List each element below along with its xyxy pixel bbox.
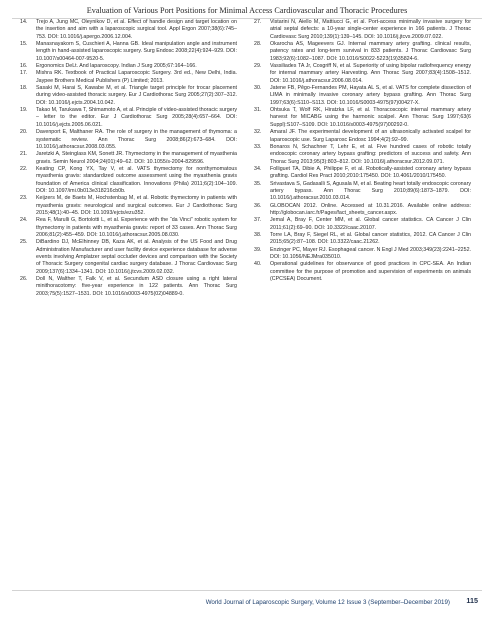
reference-item (254, 19, 471, 41)
reference-number: 15. (20, 41, 28, 48)
reference-text: Amaral JF. The experimental development of an ultrasonically activated scalpel for laparoscopic use. Surg Laparosc Endosc 1994;4(2):92–99. (270, 129, 471, 143)
reference-number: 14. (20, 19, 28, 25)
reference-item (254, 232, 471, 247)
references-left-column (20, 19, 237, 298)
reference-item (20, 239, 237, 276)
reference-number: 22. (20, 165, 28, 172)
reference-item (20, 41, 237, 63)
references-right-column (254, 19, 471, 283)
reference-number: 37. (254, 217, 262, 224)
reference-item (254, 203, 471, 218)
reference-item (20, 276, 237, 298)
reference-item (20, 19, 237, 41)
footer-journal-citation: World Journal of Laparoscopic Surgery, Volume 12 Issue 3 (September–December 2019) (205, 599, 450, 606)
reference-number: 27. (254, 19, 262, 25)
reference-item (254, 129, 471, 144)
reference-text: Enzinger PC, Mayer RJ. Esophageal cancer. N Engl J Med 2003;349(23):2241–2252. DOI: 10.1056/NEJMra035010. (270, 246, 471, 260)
reference-item (20, 63, 237, 70)
running-head-title: Evaluation of Various Port Positions for Minimal Access Cardiovascular and Thoracic Procedures (86, 6, 408, 15)
reference-number: 40. (254, 261, 262, 268)
reference-text: Sasaki M, Harai S, Kawabe M, et al. Triangle target principle for trocar placement during video-assisted thoracic surgery. Eur J Cardiothorac Surg 2005;27(2):307–312. DOI: 10.1016/j.ejcts.2004.10.042. (36, 85, 237, 106)
reference-text: Rea F, Marulli G, Bortolotti L, et al. Experience with the “da Vinci” robotic system for thymectomy in patients with myasthenia gravis: report of 33 cases. Ann Thorac Surg 2006;81(2):455–459. DOI: 10.1016/j.athoracsur.2005.08.030. (36, 217, 237, 238)
reference-text: Vassiliades TA Jr, Cosgriff N, et al. Superiority of using bipolar radiofrequency energy for internal mammary artery Harvesting. Ann Thorac Surg 2007;83(4):1508–1512. DOI: 10.1016/j.athoracsur.2006.08.014. (270, 63, 471, 84)
reference-text: Doll N, Walther T, Falk V, et al. Secundum ASD closure using a right lateral minithoracotomy: five-year experience in 122 patients. Ann Thorac Surg 2003;75(5):1527–1531. DOI: 10.1016/s0003-4975(02)04889-0. (36, 276, 237, 297)
reference-number: 34. (254, 165, 262, 172)
reference-text: Vistarini N, Aiello M, Mattiucci G, et al. Port-access minimally invasive surgery for atrial septal defects: a 10-year single-center experience in 166 patients. J Thorac Cardiovasc Surg 2010;139(1):139–145. DOI: 10.1016/j.jtcvs.2009.07.022. (270, 19, 471, 40)
reference-number: 28. (254, 41, 262, 48)
reference-text: Folliguet TA, Dibie A, Philippe F, et al. Robotically-assisted coronary artery bypass grafting. Cardiol Res Pract 2010;2010:175450. DOI: 10.4061/2010/175450. (270, 165, 471, 180)
reference-number: 31. (254, 107, 262, 114)
reference-number: 32. (254, 129, 262, 136)
reference-item (254, 85, 471, 107)
reference-text: Mishra RK. Textbook of Practical Laparoscopic Surgery. 3rd ed., New Delhi, India. Jaypee Brothers Medical Publishers (P) Limited; 2013. (36, 70, 237, 84)
reference-number: 30. (254, 85, 262, 92)
reference-number: 33. (254, 143, 262, 150)
reference-text: Operational guidelines for observance of good practices in CPC-SEA. An Indian committee for the purpose of promotion and supervision of experiments on animals (CPCSEA) Document. (270, 261, 471, 283)
reference-number: 18. (20, 85, 28, 92)
reference-item (254, 41, 471, 63)
reference-item (254, 63, 471, 85)
reference-text: Davenport E, Malthaner RA. The role of surgery in the management of thymoma: a systematic review. Ann Thorac Surg 2008;86(2):673–684. DOI: 10.1016/j.athoracsur.2008.03.055. (36, 129, 237, 150)
reference-text: Keijzers M, de Baets M, Hochstenbag M, et al. Robotic thymectomy in patients with myasthenia gravis: neurological and surgical outcomes. Eur J Cardiothorac Surg 2015;48(1):40–45. DOI: 10.1093/ejcts/ezu352. (36, 195, 237, 216)
footer-divider (12, 590, 482, 591)
reference-item (20, 107, 237, 129)
reference-number: 17. (20, 70, 28, 77)
reference-item (254, 261, 471, 283)
reference-item (254, 166, 471, 181)
reference-number: 16. (20, 63, 28, 70)
reference-item (254, 217, 471, 232)
reference-text: Takao M, Tarukawa T, Shimamoto A, et al. Principle of video-assisted thoracic surgery – letter to the editor. Eur J Cardiothorac Surg 2005;28(4):657–664. DOI: 10.1016/j.ejcts.2005.06.021. (36, 107, 237, 128)
reference-number: 39. (254, 246, 262, 253)
reference-text: Okarocha AS, Mageevers GJ. Internal mammary artery grafting. clinical results, patency rates and long-term survival in 833 patients. J Thorac Cardiovasc Surg 1983;92(6):1082–1087. DOI: 10.1016/S0022-5223(19)35824-6. (270, 41, 471, 62)
reference-number: 38. (254, 231, 262, 238)
reference-item (20, 166, 237, 195)
reference-item (254, 181, 471, 203)
reference-number: 23. (20, 195, 28, 202)
reference-text: Keating CP, Kong YX, Tay V, et al. VATS thymectomy for nonthymomatous myasthenia gravis: standardized outcome assessment using the myasthenia gravis foundation of America clinical classification. Innovations (Phila) 2011;6(2):104–109. DOI: 10.1097/imi.0b013e318216cb0b. (36, 165, 237, 194)
reference-item (254, 247, 471, 262)
reference-item (254, 107, 471, 129)
reference-item (20, 129, 237, 151)
page-number: 115 (466, 596, 478, 605)
reference-text: Torre LA, Bray F, Siegel RL, et al. Global cancer statistics, 2012. CA Cancer J Clin 2015;65(2):87–108. DOI: 10.3322/caac.21262. (270, 231, 471, 246)
reference-number: 35. (254, 180, 262, 187)
reference-text: Ergonomics DeLt. And laparoscopy. Indian J Surg 2005;67:164–166. (36, 63, 197, 70)
reference-text: Manasnayakorn S, Cuschieri A, Hanna GB. Ideal manipulation angle and instrument length in hand-assisted laparoscopic surgery. Surg Endosc 2008;22(4):924–929. DOI: 10.1007/s00464-007-9520-5. (36, 41, 237, 62)
reference-text: Jemal A, Bray F, Center MM, et al. Global cancer statistics. CA Cancer J Clin 2011;61(2):69–90. DOI: 10.3322/caac.20107. (270, 217, 471, 231)
reference-item (20, 151, 237, 166)
reference-number: 25. (20, 239, 28, 246)
reference-item (20, 195, 237, 217)
reference-text: Srivastava S, Gadasalli S, Agusala M, et al. Beating heart totally endoscopic coronary artery bypass. Ann Thorac Surg 2010;89(6):1873–1879. DOI: 10.1016/j.athoracsur.2010.03.014. (270, 180, 471, 202)
reference-item (254, 144, 471, 166)
reference-text: DiBardino DJ, McElhinney DB, Kaza AK, et al. Analysis of the US Food and Drug Administration Manufacturer and user facility device experience database for adverse events involving Amplatzer septal occluder devices and comparison with the Society of Thoracic Surgery congenital cardiac surgery database. J Thorac Cardiovasc Surg 2009;137(6):1334–1341. DOI: 10.1016/j.jtcvs.2009.02.032. (36, 239, 237, 275)
reference-number: 20. (20, 129, 28, 136)
reference-number: 36. (254, 202, 262, 209)
reference-item (20, 85, 237, 107)
reference-number: 19. (20, 107, 28, 114)
reference-number: 29. (254, 63, 262, 70)
reference-item (20, 70, 237, 85)
reference-text: Bonaros N, Schachner T, Lehr E, et al. Five hundred cases of robotic totally endoscopic coronary artery bypass grafting: predictors of success and safety. Ann Thorac Surg 2013;95(3):803–812. DOI: 10.1016/j.athoracsur.2012.09.071. (270, 143, 471, 165)
reference-number: 24. (20, 217, 28, 224)
reference-text: Jatene FB, Pêgo-Fernandes PM, Hayata AL S, et al. VATS for complete dissection of LIMA in minimally invasive coronary artery bypass grafting. Ann Thorac Surg 1997;63(6):S110–S113. DOI: 10.1016/S0003-4975(97)00427-X. (270, 85, 471, 106)
reference-item (20, 217, 237, 239)
reference-text: Trejo A, Jung MC, Oleynikov D, et al. Effect of handle design and target location on the insertion and aim with a laparoscopic surgical tool. Appl Ergon 2007;38(6):745–753. DOI: 10.1016/j.apergo.2006.12.004. (36, 19, 237, 40)
reference-number: 26. (20, 276, 28, 283)
reference-text: Ohtsuka T, Wolf RK, Hiratzka LF, et al. Thoracoscopic internal mammary artery harvest for MICABG using the harmonic scalpel. Ann Thorac Surg 1997;63(6 Suppl):S107–S109. DOI: 10.1016/s0003-4975(97)00292-0. (270, 107, 471, 128)
reference-text: GLOBOCAN 2012. Online. Accessed at 10.31.2016. Available online address: http://globocan.iarc.fr/Pages/fact_sheets_cancer.aspx. (270, 202, 471, 216)
reference-number: 21. (20, 151, 28, 158)
reference-text: Jaretzki A, Steinglass KM, Sonett JR. Thymectomy in the management of myasthenia gravis. Semin Neurol 2004;24(01):49–62. DOI: 10.1055/s-2004-829596. (36, 151, 237, 165)
